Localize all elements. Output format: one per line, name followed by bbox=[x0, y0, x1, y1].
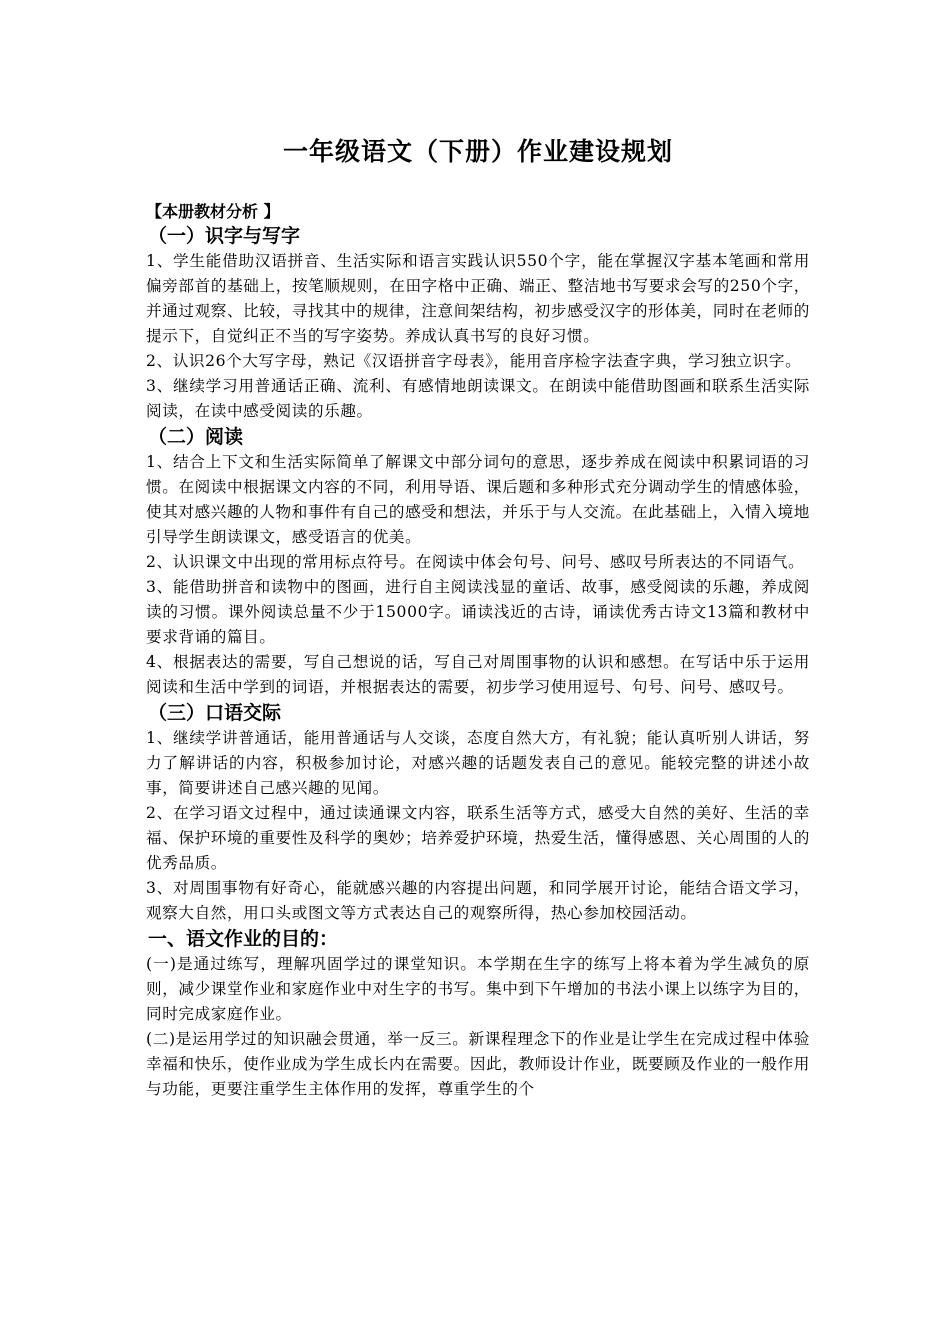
paragraph: 4、根据表达的需要，写自己想说的话，写自己对周围事物的认识和感想。在写话中乐于运用阅读和生活中学到的词语，并根据表达的需要，初步学习使用逗号、句号、问号、感叹号。 bbox=[146, 653, 810, 696]
section-heading: （三）口语交际 bbox=[148, 702, 282, 724]
paragraph: 2、在学习语文过程中，通过读通课文内容，联系生活等方式，感受大自然的美好、生活的幸福、保护环境的重要性及科学的奥妙；培养爱护环境，热爱生活，懂得感恩、关心周围的人的优秀品质。 bbox=[146, 804, 810, 872]
paragraph: 1、结合上下文和生活实际简单了解课文中部分词句的意思，逐步养成在阅读中积累词语的习惯。在阅读中根据课文内容的不同，利用导语、课后题和多种形式充分调动学生的情感体验，使其对感兴趣的人物和事件有自己的感受和想法，并乐于与人交流。在此基础上，入情入境地引导学生朗读课文，感受语言的优美。 bbox=[146, 453, 810, 546]
section-literacy-writing bbox=[146, 223, 810, 424]
paragraph: 3、继续学习用普通话正确、流利、有感情地朗读课文。在朗读中能借助图画和联系生活实际阅读，在读中感受阅读的乐趣。 bbox=[146, 377, 810, 420]
section-heading: 一、语文作业的目的： bbox=[148, 928, 339, 950]
paragraph: 1、继续学讲普通话，能用普通话与人交谈，态度自然大方，有礼貌；能认真听别人讲话，努力了解讲话的内容，积极参加讨论，对感兴趣的话题发表自己的意见。能较完整的讲述小故事，简要讲述自己感兴趣的见闻。 bbox=[146, 729, 810, 797]
paragraph: 1、学生能借助汉语拼音、生活实际和语言实践认识550个字，能在掌握汉字基本笔画和常用偏旁部首的基础上，按笔顺规则，在田字格中正确、端正、整洁地书写要求会写的250个字，并通过观察、比较，寻找其中的规律，注意间架结构，初步感受汉字的形体美，同时在老师的提示下，自觉纠正不当的写字姿势。养成认真书写的良好习惯。 bbox=[146, 252, 810, 345]
section-heading: （一）识字与写字 bbox=[148, 225, 301, 247]
document-page bbox=[146, 132, 810, 1102]
analysis-heading: 【本册教材分析 】 bbox=[146, 202, 280, 221]
paragraph: 3、能借助拼音和读物中的图画，进行自主阅读浅显的童话、故事，感受阅读的乐趣，养成阅读的习惯。课外阅读总量不少于15000字。诵读浅近的古诗，诵读优秀古诗文13篇和教材中要求背诵的篇目。 bbox=[146, 578, 810, 646]
section-heading: （二）阅读 bbox=[148, 426, 244, 448]
paragraph: (一)是通过练写，理解巩固学过的课堂知识。本学期在生字的练写上将本着为学生减负的原则，减少课堂作业和家庭作业中对生字的书写。集中到下午增加的书法小课上以练字为目的，同时完成家庭作业。 bbox=[146, 955, 810, 1023]
section-homework-purpose bbox=[146, 926, 810, 1102]
paragraph: 3、对周围事物有好奇心，能就感兴趣的内容提出问题，和同学展开讨论，能结合语文学习，观察大自然，用口头或图文等方式表达自己的观察所得，热心参加校园活动。 bbox=[146, 879, 810, 922]
section-reading bbox=[146, 424, 810, 700]
paragraph: 2、认识26个大写字母，熟记《汉语拼音字母表》，能用音序检字法查字典，学习独立识字。 bbox=[146, 352, 802, 370]
paragraph: (二)是运用学过的知识融会贯通，举一反三。新课程理念下的作业是让学生在完成过程中体验幸福和快乐，使作业成为学生成长内在需要。因此，教师设计作业，既要顾及作业的一般作用与功能，更要注重学生主体作用的发挥，尊重学生的个 bbox=[146, 1030, 810, 1098]
paragraph: 2、认识课文中出现的常用标点符号。在阅读中体会句号、问号、感叹号所表达的不同语气。 bbox=[146, 553, 805, 571]
document-title: 一年级语文（下册）作业建设规划 bbox=[282, 137, 673, 166]
section-oral-communication bbox=[146, 700, 810, 926]
